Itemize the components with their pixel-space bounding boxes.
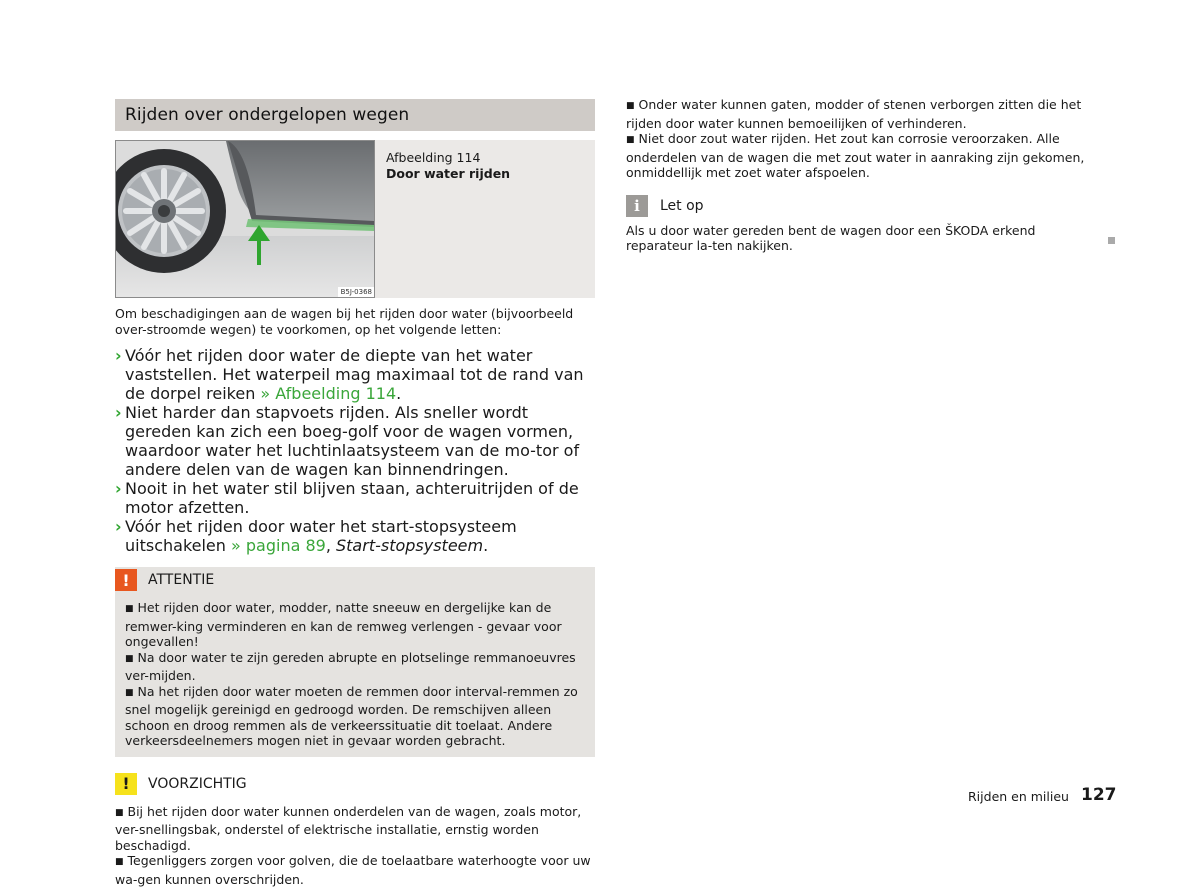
attentie-label: ATTENTIE [148, 572, 214, 588]
bullet-text: Het rijden door water, modder, natte sneeuw en dergelijke kan de remwer-king verminderen en kan de remweg verlengen - gevaar voor ongevallen! [125, 600, 562, 649]
bullet-item [626, 97, 1096, 131]
chevron-right-icon: › [115, 403, 122, 422]
bullet-item [626, 131, 1096, 181]
square-bullet-icon: ■ [125, 688, 134, 698]
step-text-after: . [396, 384, 401, 403]
warning-exclamation-icon: ! [115, 569, 137, 591]
footer-chapter: Rijden en milieu [968, 789, 1069, 804]
step-text: Nooit in het water stil blijven staan, achteruitrijden of de motor afzetten. [125, 479, 579, 517]
figure-title: Door water rijden [386, 166, 510, 182]
figure-caption [386, 150, 510, 182]
steps-list [115, 346, 595, 555]
page-number: 127 [1081, 785, 1117, 805]
step-item [115, 403, 595, 479]
step-item [115, 346, 595, 403]
attentie-body [115, 593, 595, 749]
figure-number: Afbeelding 114 [386, 150, 510, 166]
attentie-header [115, 567, 595, 593]
square-bullet-icon: ■ [626, 135, 635, 145]
square-bullet-icon: ■ [115, 857, 124, 867]
figure-box [115, 140, 595, 298]
bullet-text: Onder water kunnen gaten, modder of stenen verborgen zitten die het rijden door water kunnen bemoeilijken of verhinderen. [626, 97, 1081, 131]
square-bullet-icon: ■ [125, 654, 134, 664]
step-item [115, 479, 595, 517]
square-bullet-icon: ■ [125, 604, 134, 614]
voorzichtig-body [115, 804, 595, 887]
step-reference-title: Start-stopsysteem [336, 536, 483, 555]
info-icon: i [626, 195, 648, 217]
square-bullet-icon: ■ [626, 101, 635, 111]
voorzichtig-box [115, 771, 595, 887]
step-text: Vóór het rijden door water de diepte van het water vaststellen. Het waterpeil mag maximaal tot de rand van de dorpel reiken [125, 346, 584, 403]
cross-reference-link[interactable]: » pagina 89 [231, 536, 326, 555]
chevron-right-icon: › [115, 479, 122, 498]
bullet-text: Niet door zout water rijden. Het zout kan corrosie veroorzaken. Alle onderdelen van de wagen die met zout water in aanraking zijn gekomen, onmiddellijk met zoet water afspoelen. [626, 131, 1084, 180]
voorzichtig-header [115, 771, 595, 797]
chevron-right-icon: › [115, 517, 122, 536]
car-wheel-illustration [116, 141, 374, 297]
caution-exclamation-icon: ! [115, 773, 137, 795]
cross-reference-link[interactable]: » Afbeelding 114 [260, 384, 396, 403]
note-header [626, 195, 1096, 217]
bullet-item [115, 853, 595, 887]
bullet-item [125, 650, 585, 684]
step-text-after: , [326, 536, 336, 555]
intro-paragraph: Om beschadigingen aan de wagen bij het rijden door water (bijvoorbeeld over-stroomde wegen) te voorkomen, op het volgende letten: [115, 306, 595, 337]
step-text: Vóór het rijden door water het start-stopsysteem uitschakelen [125, 517, 517, 555]
left-column [115, 99, 595, 887]
chevron-right-icon: › [115, 346, 122, 365]
step-item: › Vóór het rijden door water het start-stopsysteem uitschakelen » pagina 89, Start-stopsysteem. [115, 517, 595, 555]
figure-image [115, 140, 375, 298]
bullet-text: Na door water te zijn gereden abrupte en plotselinge remmanoeuvres ver-mijden. [125, 650, 576, 684]
bullet-text: Bij het rijden door water kunnen onderdelen van de wagen, zoals motor, ver-snellingsbak, onderstel of elektrische installatie, ernstig worden beschadigd. [115, 804, 581, 853]
note-label: Let op [660, 198, 704, 214]
step-text: Niet harder dan stapvoets rijden. Als sneller wordt gereden kan zich een boeg-golf voor de wagen vormen, waardoor water het luchtinlaatsysteem van de mo-tor of andere delen van de wagen kan binnendringen. [125, 403, 579, 479]
note-text: Als u door water gereden bent de wagen door een ŠKODA erkend reparateur la-ten nakijken. [626, 223, 1096, 254]
bullet-text: Na het rijden door water moeten de remmen door interval-remmen zo snel mogelijk gereinigd en gedroogd worden. De remschijven alleen schoon en droog remmen als de verkeerssituatie dit toelaat. Andere verkeersdeelnemers mogen niet in gevaar worden gebracht. [125, 684, 578, 749]
section-end-marker [1108, 237, 1115, 244]
bullet-item [125, 600, 585, 650]
section-title: Rijden over ondergelopen wegen [115, 99, 595, 131]
right-items [626, 97, 1096, 181]
attentie-box [115, 567, 595, 757]
bullet-item [125, 684, 585, 749]
right-column [626, 97, 1096, 254]
bullet-item [115, 804, 595, 854]
bullet-text: Tegenliggers zorgen voor golven, die de toelaatbare waterhoogte voor uw wa-gen kunnen overschrijden. [115, 853, 591, 887]
square-bullet-icon: ■ [115, 808, 124, 818]
figure-code: B5J-0368 [341, 288, 372, 296]
voorzichtig-label: VOORZICHTIG [148, 776, 247, 792]
